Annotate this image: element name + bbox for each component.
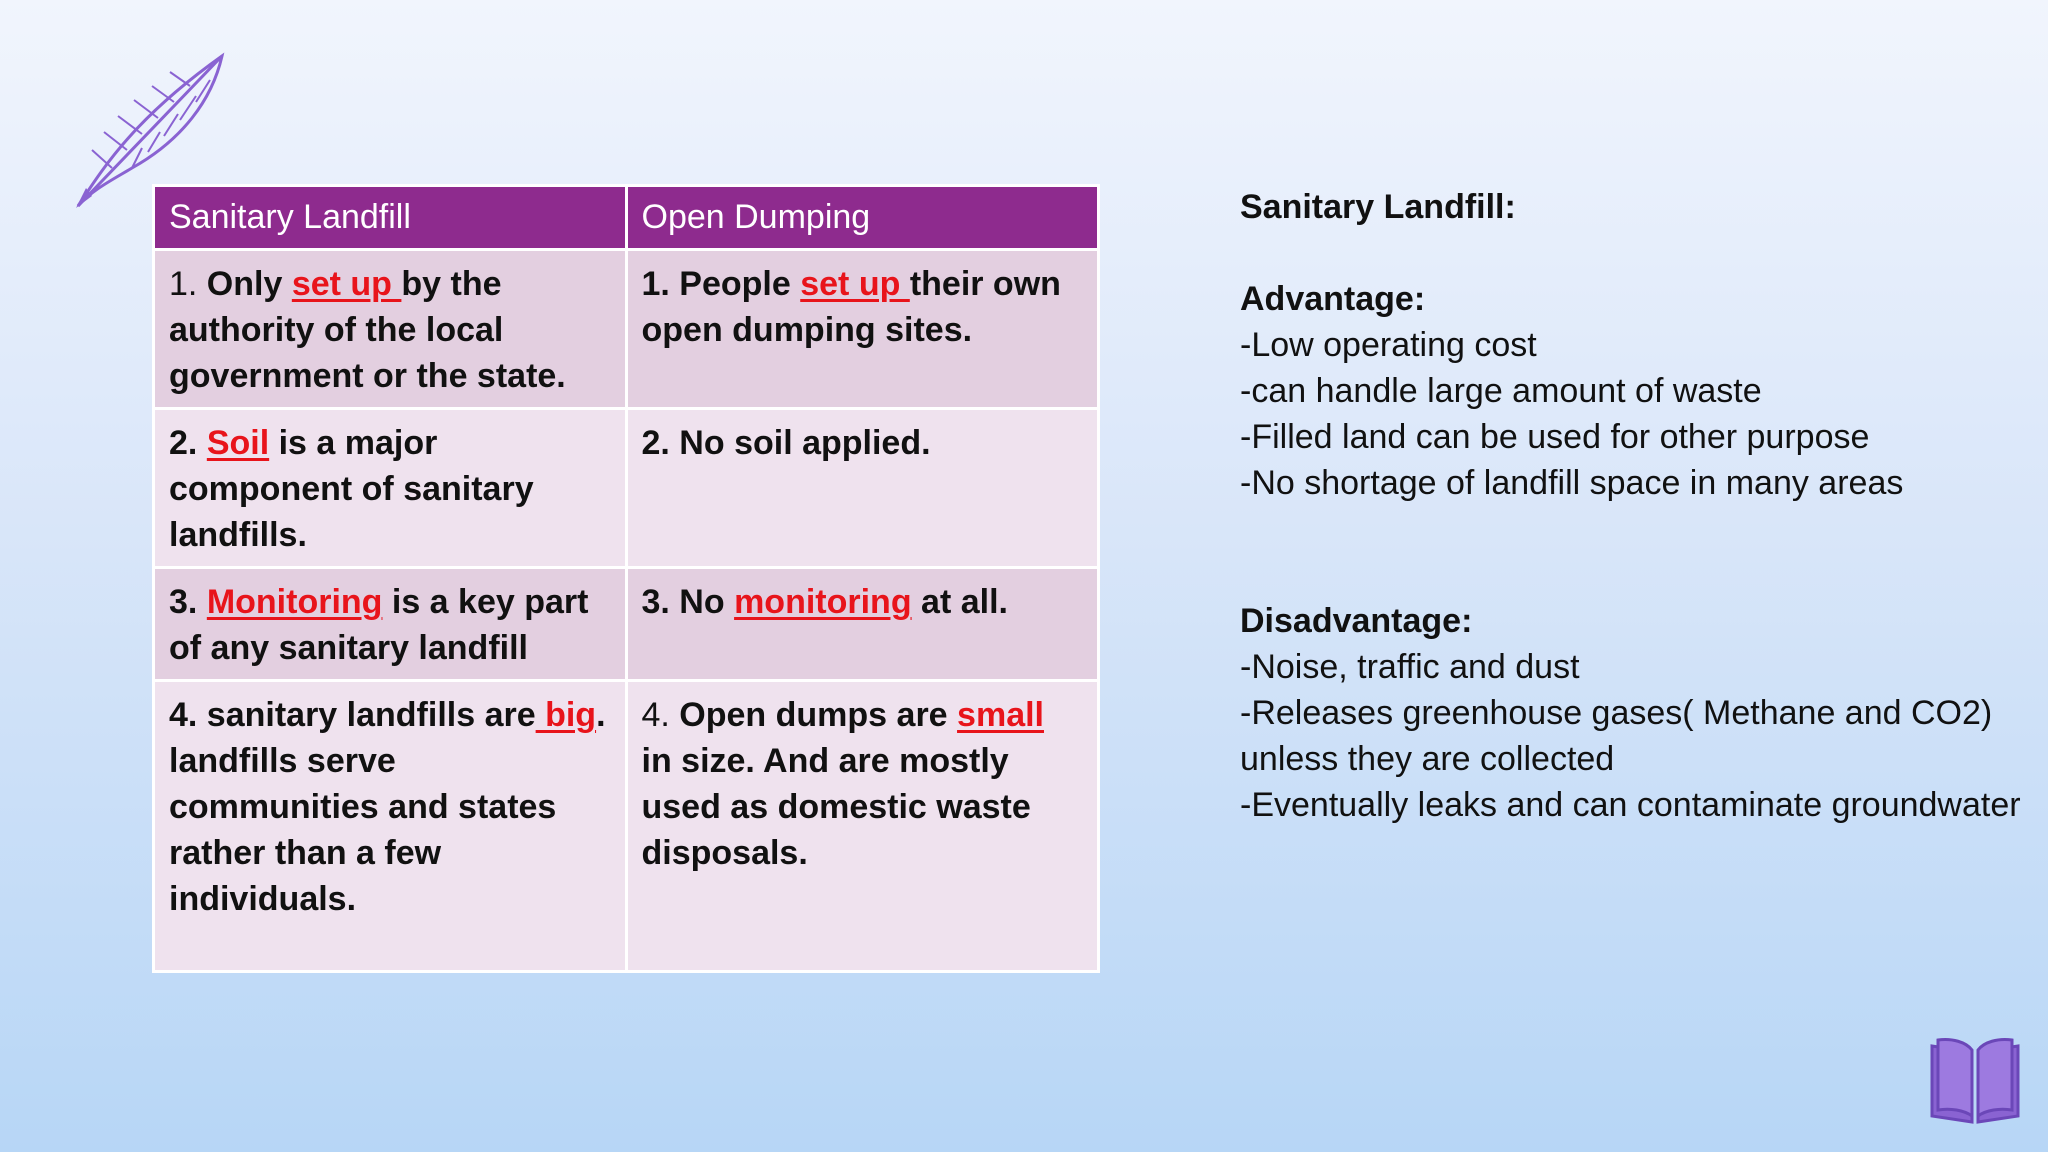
highlight-text: small [957,696,1044,734]
row-number: 1. [641,265,670,303]
table-header-row [154,186,1099,250]
cell-text: at all. [911,583,1008,621]
row-number: 4. [641,696,670,734]
cell-text: is a major component of sanitary landfills. [169,424,534,554]
table-row [154,568,1099,681]
notes-panel [1240,184,2040,828]
cell-text: Only [197,265,292,303]
table-row [154,409,1099,568]
header-open-dumping: Open Dumping [626,186,1099,250]
disadvantage-item: unless they are collected [1240,740,1615,778]
disadvantage-item: -Eventually leaks and can contaminate groundwater [1240,786,2021,824]
cell-text: People [669,265,801,303]
table-cell [626,250,1099,409]
cell-text: . landfills serve communities and states rather than a few individuals. [169,696,606,918]
comparison-table [152,184,1100,973]
table-row [154,250,1099,409]
row-number: 4. [169,696,198,734]
disadvantage-item: -Noise, traffic and dust [1240,648,1580,686]
table-row [154,681,1099,972]
row-number: 1. [169,265,198,303]
table-cell [626,681,1099,972]
advantage-heading: Advantage: [1240,280,1426,318]
cell-text: is a key part of any sanitary landfill [169,583,589,667]
cell-text: sanitary landfills are [197,696,536,734]
advantage-item: -can handle large amount of waste [1240,372,1762,410]
advantage-item: -Low operating cost [1240,326,1537,364]
highlight-text: set up [800,265,910,303]
row-number: 2. [169,424,198,462]
disadvantage-item: -Releases greenhouse gases( Methane and CO2) [1240,694,1993,732]
highlight-text: monitoring [734,583,912,621]
cell-text [197,583,206,621]
table-cell [154,568,627,681]
advantage-item: -Filled land can be used for other purpose [1240,418,1870,456]
cell-text: by the authority of the local government or the state. [169,265,566,395]
cell-text: their own open dumping sites. [641,265,1061,349]
table-cell [154,250,627,409]
cell-text [197,424,206,462]
table-cell [154,681,627,972]
row-number: 3. [169,583,198,621]
table-cell [626,568,1099,681]
row-number: 2. [641,424,670,462]
cell-text: No [669,583,735,621]
highlight-text: Monitoring [206,583,383,621]
highlight-text: big [535,696,597,734]
open-book-icon [1928,1036,2022,1126]
notes-title: Sanitary Landfill: [1240,188,1516,226]
disadvantage-heading: Disadvantage: [1240,602,1473,640]
cell-text: in size. And are mostly used as domestic waste disposals. [641,742,1031,872]
highlight-text: Soil [206,424,270,462]
table-cell [626,409,1099,568]
cell-text: No soil applied. [669,424,931,462]
highlight-text: set up [291,265,402,303]
cell-text: Open dumps are [669,696,958,734]
table-cell [154,409,627,568]
row-number: 3. [641,583,670,621]
header-sanitary-landfill: Sanitary Landfill [154,186,627,250]
advantage-item: -No shortage of landfill space in many areas [1240,464,1904,502]
